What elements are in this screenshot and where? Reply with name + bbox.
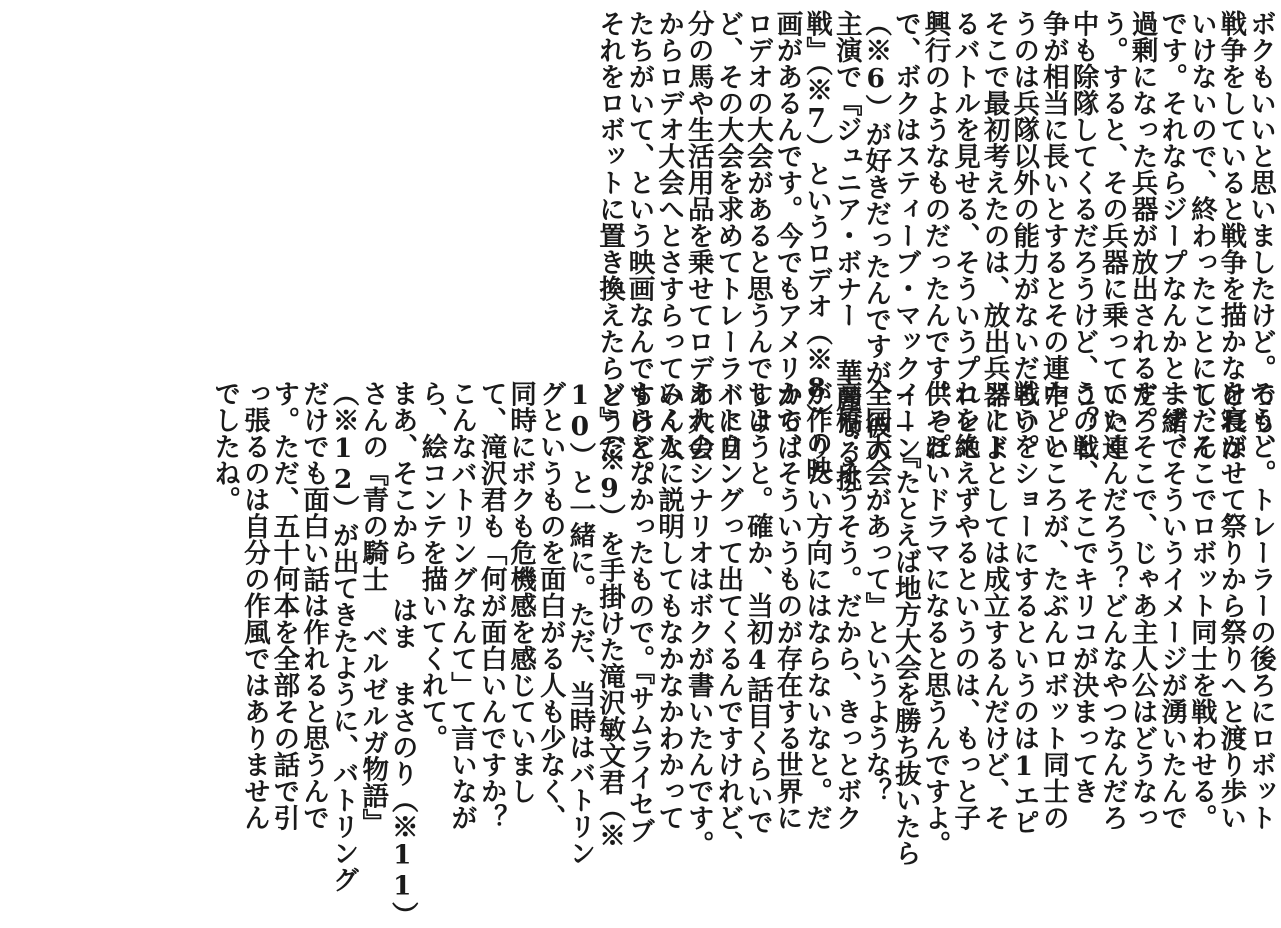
text-column: て、滝沢君も「何が面白いんですか？ (475, 380, 507, 831)
text-column: しようと。確か、当初4話目くらいで (741, 380, 773, 835)
text-column: れを絶えずやるというのは、もっと子 (949, 380, 981, 831)
text-column: です。それならジープなんかと一緒で (1156, 10, 1188, 461)
text-column: ソードとしては成立するんだけど、そ (978, 380, 1010, 831)
interviewer-question-line: 全国大会があって』というような？ (860, 380, 892, 804)
text-column: ていくんだろう？どんなやつなんだろ (1097, 380, 1129, 831)
text-column: が作りたい方向にはならないなと。だ (801, 380, 833, 831)
text-column: 中も除隊してくるだろうけど、この戦 (1067, 10, 1099, 461)
text-column: いけないので、終わったことにしたん (1185, 10, 1217, 461)
text-column: て、そこでロボット同士を戦わせる。 (1185, 380, 1217, 831)
text-column: す。そこで、じゃあ主人公はどうなっ (1126, 380, 1158, 831)
text-column: 興行のようなものだったんです。それ (919, 10, 951, 461)
text-column: まあ、そこから はま まさのり（※11） (386, 380, 418, 928)
text-column: 高橋：そうそう。だから、きっとボク (830, 380, 862, 831)
text-column: 分の馬や生活用品を乗せてロデオ大会 (682, 10, 714, 461)
text-column: っ張るのは自分の作風ではありません (238, 380, 270, 831)
text-column: そこで最初考えたのは、放出兵器によ (978, 10, 1010, 461)
text-column: それをロボットに置き換えたらどうだ (593, 10, 625, 461)
text-column: バトリングって出てくるんですけれど、 (712, 380, 744, 857)
text-column: 戦』（※7）というロデオ（※8）の映 (801, 10, 833, 483)
text-column: ら、絵コンテを描いてくれて。 (416, 380, 448, 751)
text-column: まず、そういうイメージが湧いたんで (1156, 380, 1188, 831)
lower-text-block (20, 380, 1276, 928)
text-column: みんなに説明してもなかなかわかって (653, 380, 685, 831)
text-column: 争が相当に長いとするとその連中とい (1037, 10, 1069, 461)
text-column: でしたね。 (209, 380, 241, 513)
text-column: るバトルを見せる、そういうプロレス (949, 10, 981, 461)
text-column: 主演で『ジュニア・ボナー 華麗なる挑 (830, 10, 862, 492)
text-column: で、ボクはスティーブ・マックイーン (889, 10, 921, 461)
text-column: もらえなかったもので。『サムライセブ (623, 380, 655, 844)
text-column: ろうと。トレーラーの後ろにロボット (1245, 380, 1276, 831)
text-column: ど、その大会を求めてトレーラーに自 (712, 10, 744, 461)
text-column: たちがいて、という映画なんですけど。 (623, 10, 655, 487)
text-column: 10）と一緒に。ただ、当時はバトリン (564, 380, 596, 866)
text-column: ボクもいいと思いましたけど。でも、 (1245, 10, 1276, 461)
text-column: からロデオ大会へとさすらっていく人 (653, 10, 685, 461)
text-column: す。ただ、五十何本を全部その話で引 (268, 380, 300, 831)
text-column: 戦争をしていると戦争を描かなければ (1215, 10, 1247, 461)
text-column: うのは兵隊以外の能力がないだろう。 (1008, 10, 1040, 461)
text-column: こんなバトリングなんて」て言いなが (445, 380, 477, 831)
text-column: を寝かせて祭りから祭りへと渡り歩い (1215, 380, 1247, 831)
text-column: から、そういうものが存在する世界に (771, 380, 803, 831)
text-column: う？と、そこでキリコが決まってき (1067, 380, 1099, 804)
text-column: 供っぽいドラマになると思うんですよ。 (919, 380, 951, 857)
text-column: 同時にボクも危機感を感じていまし (505, 380, 537, 804)
text-column: あれのシナリオはボクが書いたんです。 (682, 380, 714, 857)
text-column: （※12）が出てきたように、バトリング (327, 380, 359, 893)
text-column: 戦いをショーにするというのは1エピ (1008, 380, 1040, 835)
text-column: （※6）が好きだったんですが、彼の (860, 10, 892, 465)
text-column: さんの『青の騎士 ベルゼルガ物語』 (357, 380, 389, 835)
text-column: だけでも面白い話は作れると思うんで (298, 380, 329, 831)
text-column: う。すると、その兵器に乗っていた連 (1097, 10, 1129, 461)
text-column: 画があるんです。今でもアメリカでは (771, 10, 803, 461)
text-column: ロデオの大会があると思うんですけ (741, 10, 773, 434)
text-column: 過剰になった兵器が放出されるだろ (1126, 10, 1158, 434)
text-column: グというものを面白がる人も少なく、 (534, 380, 566, 831)
text-column: た。ところが、たぶんロボット同士の (1037, 380, 1069, 831)
interviewer-question-line: ──『たとえば地方大会を勝ち抜いたら (889, 380, 921, 866)
text-column: ン』（※9）を手掛けた滝沢敏文君（※ (593, 380, 625, 849)
